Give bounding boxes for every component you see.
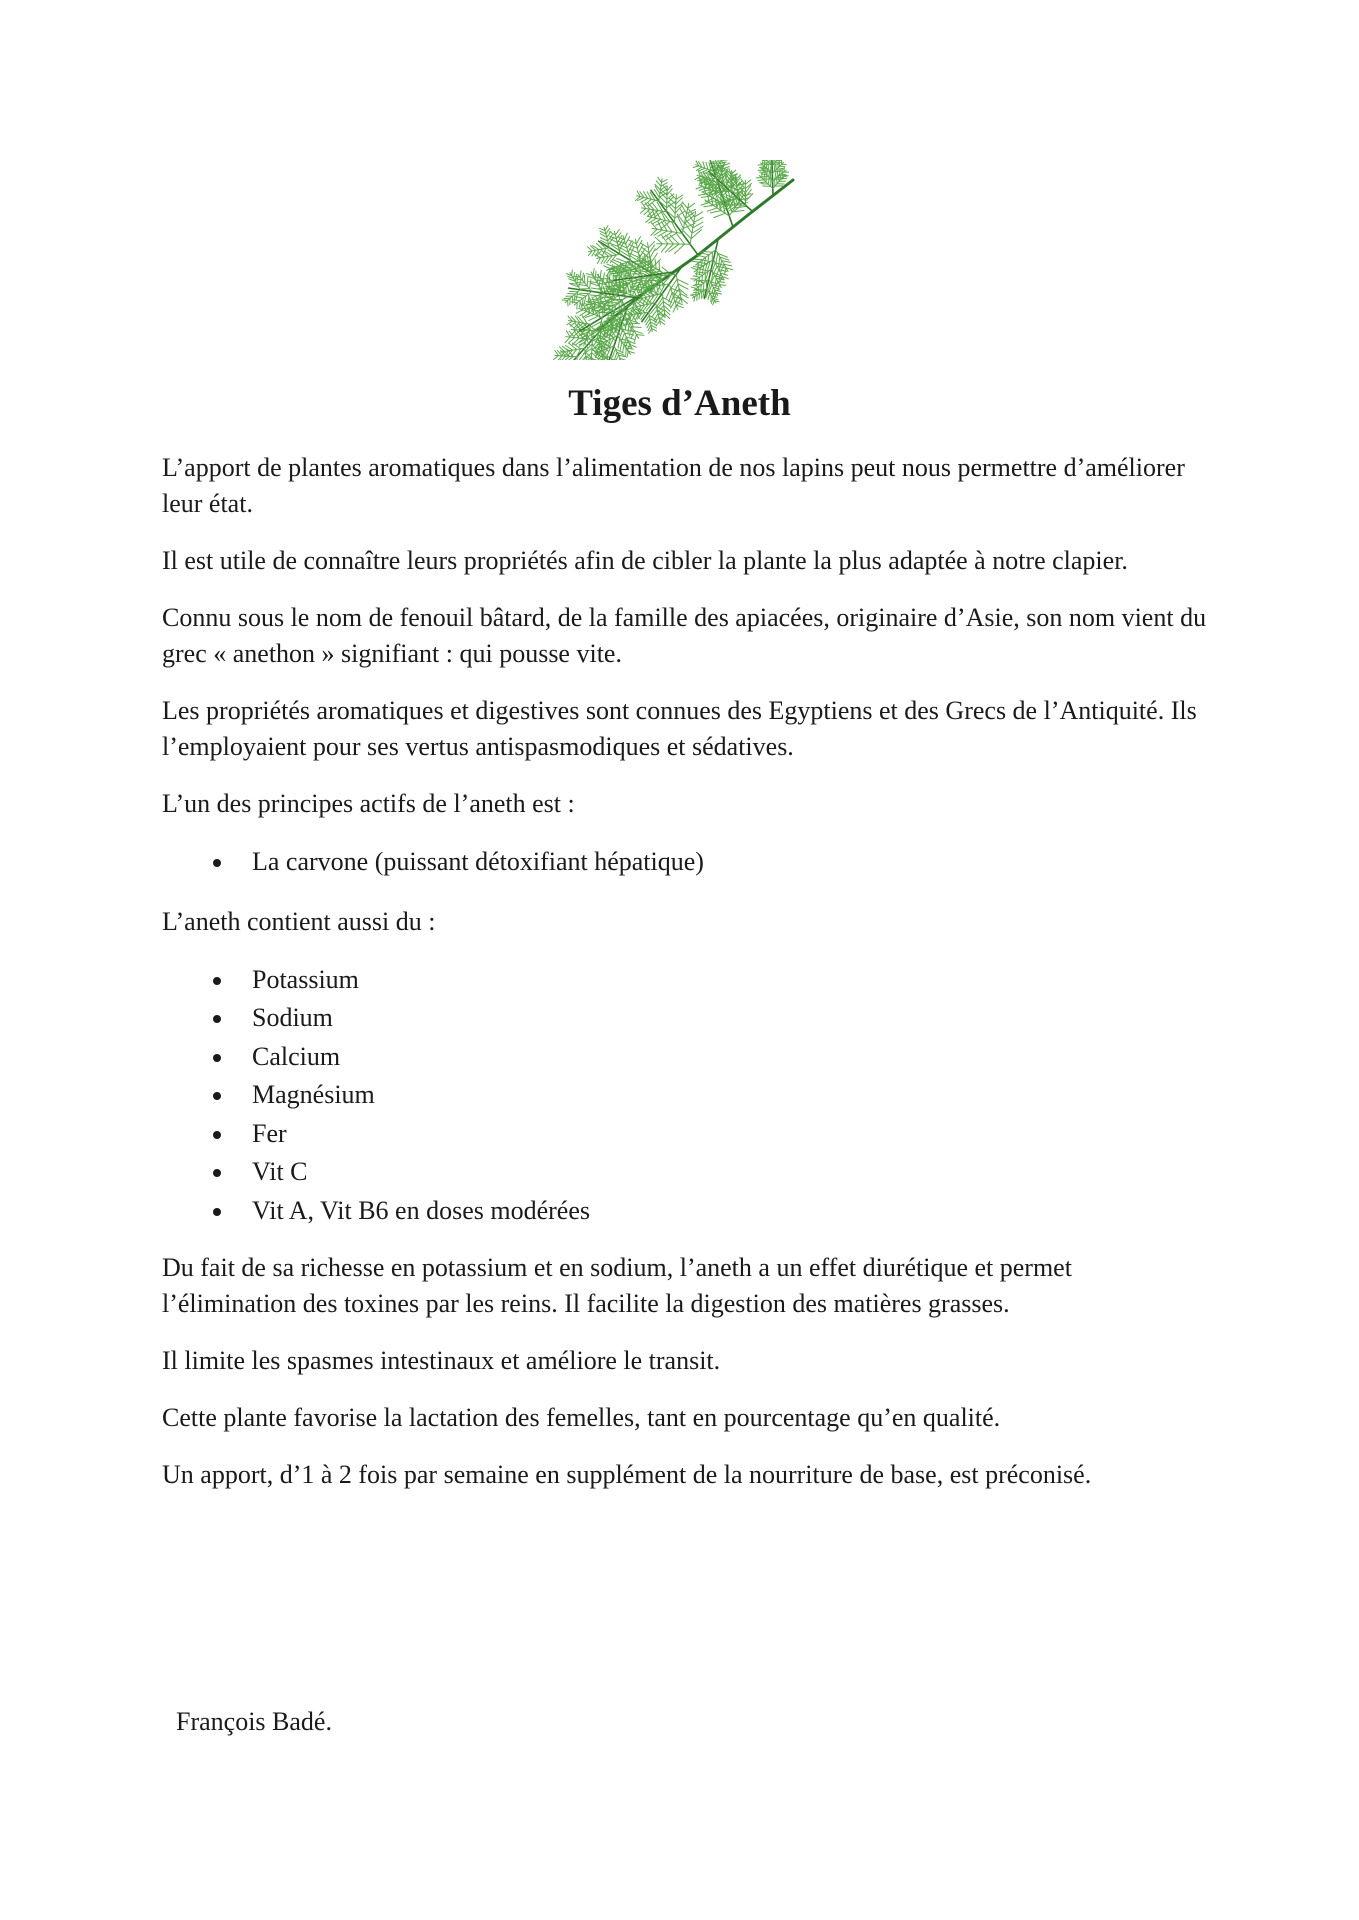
list-item: Fer — [162, 1115, 1212, 1154]
nutrients-list — [162, 961, 1212, 1231]
list-item: La carvone (puissant détoxifiant hépatique) — [162, 843, 1212, 882]
list-item: Potassium — [162, 961, 1212, 1000]
paragraph: Les propriétés aromatiques et digestives sont connues des Egyptiens et des Grecs de l’Antiquité. Ils l’employaient pour ses vertus antispasmodiques et sédatives. — [162, 696, 1197, 761]
list-item: Magnésium — [162, 1076, 1212, 1115]
paragraph: Il est utile de connaître leurs propriétés afin de cibler la plante la plus adaptée à notre clapier. — [162, 546, 1128, 575]
paragraph: Du fait de sa richesse en potassium et en sodium, l’aneth a un effet diurétique et permet l’élimination des toxines par les reins. Il facilite la digestion des matières grasses. — [162, 1253, 1072, 1318]
active-principles-list — [162, 843, 1212, 882]
dill-sprig-image — [538, 160, 830, 360]
page-title: Tiges d’Aneth — [568, 383, 791, 424]
list-item: Vit A, Vit B6 en doses modérées — [162, 1192, 1212, 1231]
document-body — [162, 450, 1212, 1514]
paragraph: Connu sous le nom de fenouil bâtard, de la famille des apiacées, originaire d’Asie, son nom vient du grec « anethon » signifiant : qui pousse vite. — [162, 603, 1207, 668]
signature: François Badé. — [176, 1707, 332, 1736]
paragraph: Cette plante favorise la lactation des femelles, tant en pourcentage qu’en qualité. — [162, 1403, 1001, 1432]
paragraph: Il limite les spasmes intestinaux et améliore le transit. — [162, 1346, 721, 1375]
list-item: Vit C — [162, 1153, 1212, 1192]
paragraph: Un apport, d’1 à 2 fois par semaine en supplément de la nourriture de base, est préconisé. — [162, 1460, 1092, 1489]
paragraph: L’aneth contient aussi du : — [162, 906, 436, 936]
paragraph: L’apport de plantes aromatiques dans l’alimentation de nos lapins peut nous permettre d’améliorer leur état. — [162, 453, 1185, 518]
paragraph: L’un des principes actifs de l’aneth est : — [162, 789, 575, 818]
list-item: Sodium — [162, 999, 1212, 1038]
list-item: Calcium — [162, 1038, 1212, 1077]
